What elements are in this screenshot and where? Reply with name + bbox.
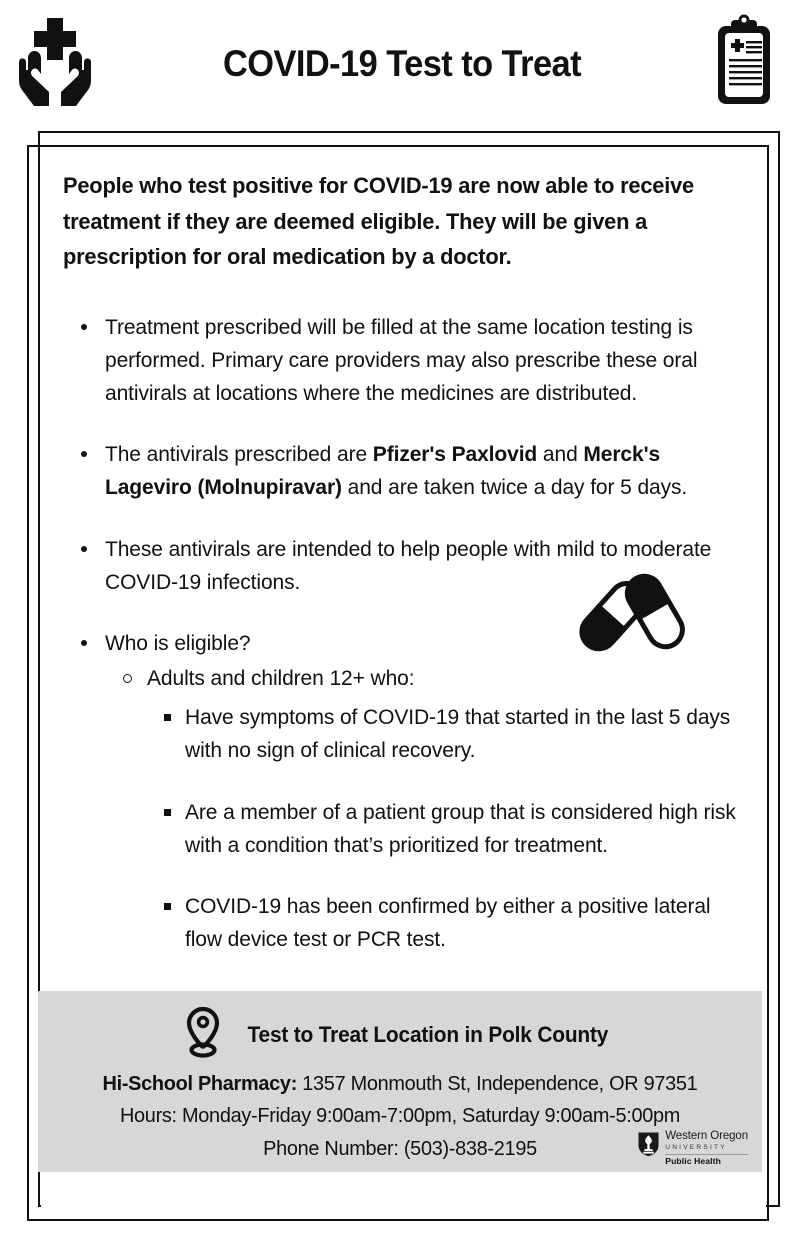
- intro-paragraph: People who test positive for COVID-19 are now able to receive treatment if they are deemed eligible. They will be given a prescription for oral medication by a doctor.: [63, 173, 694, 270]
- list-item: [63, 438, 743, 504]
- wou-subtitle: UNIVERSITY: [665, 1143, 727, 1151]
- wou-torch-shield-icon: [637, 1131, 660, 1162]
- location-info-box: [38, 991, 762, 1172]
- list-item: [147, 701, 743, 767]
- two-pill-capsules-icon: [578, 566, 690, 669]
- pharmacy-street: 1357 Monmouth St, Independence, OR 97351: [297, 1072, 698, 1095]
- drug-name-paxlovid: Pfizer's Paxlovid: [372, 443, 538, 467]
- wou-unit: Public Health: [665, 1156, 721, 1167]
- wou-divider: [665, 1154, 748, 1155]
- pharmacy-address: [49, 1068, 751, 1100]
- pharmacy-name: Hi-School Pharmacy:: [102, 1072, 298, 1095]
- bullet-text-2: [105, 438, 743, 504]
- bullet-2-part-a: The antivirals prescribed are: [105, 443, 373, 467]
- list-item-eligibility: [63, 627, 743, 956]
- drug-name-lageviro: Merck's Lageviro (Molnupiravar): [105, 443, 661, 500]
- hands-holding-cross-icon: [16, 14, 94, 115]
- bullet-text-4: Who is eligible?: [105, 631, 251, 655]
- bullet-2-part-b: and: [537, 443, 584, 467]
- wou-name: Western Oregon: [665, 1130, 748, 1143]
- pharmacy-phone: Phone Number: (503)-838-2195: [263, 1136, 537, 1160]
- location-title: Test to Treat Location in Polk County: [247, 1021, 609, 1047]
- bullet-2-part-c: and are taken twice a day for 5 days.: [341, 476, 688, 500]
- sub-bullet-list: [105, 662, 743, 956]
- bullet-text-3: These antivirals are intended to help people with mild to moderate COVID-19 infections.: [105, 537, 712, 594]
- location-header: [38, 991, 762, 1064]
- criteria-text-2: Are a member of a patient group that is considered high risk with a condition that’s prioritized for treatment.: [185, 800, 736, 857]
- medical-clipboard-icon: [710, 14, 778, 115]
- location-pin-icon: [182, 1005, 224, 1064]
- wou-logo-text: [665, 1131, 748, 1166]
- sub-bullet-text: Adults and children 12+ who:: [147, 667, 415, 691]
- list-item: [147, 890, 743, 956]
- wou-logo: [637, 1131, 748, 1166]
- page-title: COVID-19 Test to Treat: [222, 43, 582, 84]
- criteria-text-3: COVID-19 has been confirmed by either a positive lateral flow device test or PCR test.: [185, 894, 711, 952]
- list-item: [147, 796, 743, 862]
- list-item: [105, 662, 743, 956]
- bullet-text-1: Treatment prescribed will be filled at the same location testing is performed. Primary care providers may also prescribe these oral antivirals at locations where the medicines are distributed.: [105, 315, 698, 405]
- list-item: [63, 311, 743, 411]
- poster-header: [0, 0, 800, 128]
- criteria-list: [147, 701, 743, 956]
- pharmacy-hours: Hours: Monday-Friday 9:00am-7:00pm, Saturday 9:00am-5:00pm: [119, 1104, 681, 1128]
- criteria-text-1: Have symptoms of COVID-19 that started in the last 5 days with no sign of clinical recovery.: [185, 706, 731, 763]
